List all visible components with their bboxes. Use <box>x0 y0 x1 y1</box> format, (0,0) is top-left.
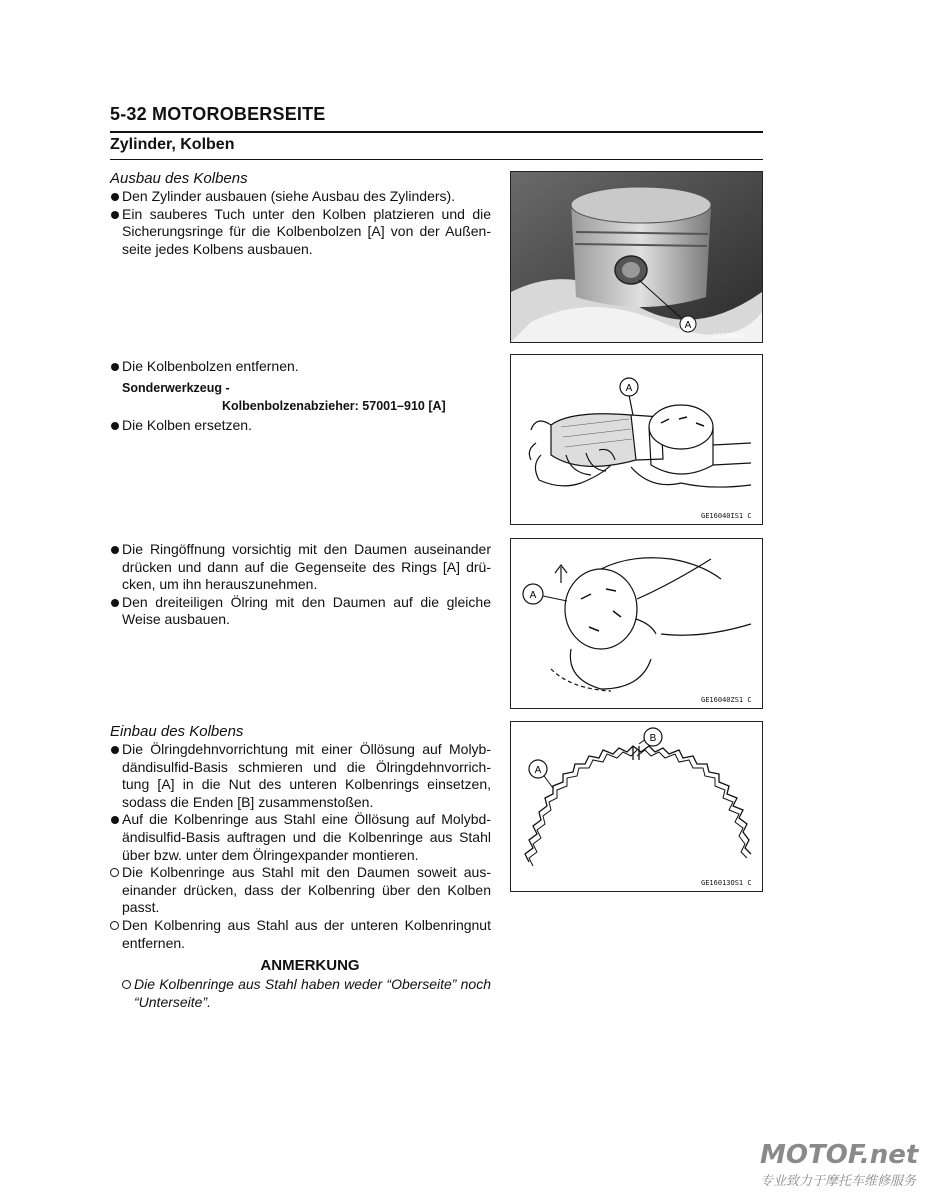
removal-step-1: Den Zylinder ausbauen (siehe Ausbau des Zylinders). <box>110 188 491 206</box>
removal-steps-4 <box>110 541 491 629</box>
installation-step-4: Den Kolbenring aus Stahl aus der unteren Kolbenringnut entfernen. <box>110 917 491 952</box>
removal-step-5: Die Ringöffnung vorsichtig mit den Daumen auseinander drücken und dann auf die Gegenseite des Rings [A] drü-cken, um ihn herauszunehmen. <box>110 541 491 594</box>
removal-step-4: Die Kolben ersetzen. <box>110 417 491 435</box>
removal-steps-1 <box>110 188 491 258</box>
removal-step-6: Den dreiteiligen Ölring mit den Daumen auf die gleiche Weise ausbauen. <box>110 594 491 629</box>
figure-piston-photo <box>510 171 763 343</box>
special-tool-label: Sonderwerkzeug - <box>122 381 230 395</box>
header-rule <box>110 131 763 133</box>
fig2-label-a: A <box>625 383 633 394</box>
removal-steps-3 <box>110 417 491 435</box>
removal-step-2: Ein sauberes Tuch unter den Kolben platzieren und die Sicherungsringe für die Kolbenbolzen [A] von der Außen-seite jedes Kolbens ausbauen. <box>110 206 491 259</box>
fig4-label-b: B <box>649 733 657 744</box>
figure-oil-ring-expander <box>510 721 763 892</box>
figure-ring-removal <box>510 538 763 709</box>
removal-steps-2 <box>110 358 491 376</box>
installation-step-1: Die Ölringdehnvorrichtung mit einer Öllösung auf Molyb-dändisulfid-Basis schmieren und die Ölringdehnvorrich-tung [A] in die Nut des unteren Kolbenrings einsetzen, sodass die Enden [B] zusammenstoßen. <box>110 741 491 811</box>
subheader-rule <box>110 159 763 160</box>
installation-heading: Einbau des Kolbens <box>110 723 244 740</box>
removal-heading: Ausbau des Kolbens <box>110 170 248 187</box>
subsection-title: Zylinder, Kolben <box>110 136 235 153</box>
installation-steps <box>110 741 491 952</box>
fig2-code: GE16040IS1 C <box>701 512 752 520</box>
note-block <box>122 976 491 1011</box>
fig1-code: GE16B05E <box>713 332 747 340</box>
fig3-label-a: A <box>529 590 537 601</box>
note-text: Die Kolbenringe aus Stahl haben weder “Oberseite” noch “Unterseite”. <box>122 976 491 1011</box>
installation-step-2: Auf die Kolbenringe aus Stahl eine Öllösung auf Molybd-ändisulfid-Basis auftragen und die Kolbenringe aus Stahl über bzw. unter dem Ölringexpander montieren. <box>110 811 491 864</box>
removal-step-3: Die Kolbenbolzen entfernen. <box>110 358 491 376</box>
fig1-label-a: A <box>684 320 692 331</box>
special-tool-value: Kolbenbolzenabzieher: 57001–910 [A] <box>222 399 446 413</box>
installation-step-3: Die Kolbenringe aus Stahl mit den Daumen soweit aus-einander drücken, dass der Kolbenring über den Kolben passt. <box>110 864 491 917</box>
figure-piston-pin-puller <box>510 354 763 525</box>
fig3-code: GE16040ZS1 C <box>701 696 752 704</box>
watermark-brand: MOTOF.net <box>760 1140 919 1170</box>
watermark-tagline: 专业致力于摩托车维修服务 <box>760 1174 917 1189</box>
fig4-label-a: A <box>534 765 542 776</box>
section-title: 5-32 MOTOROBERSEITE <box>110 104 326 124</box>
fig4-code: GE16013OS1 C <box>701 879 752 887</box>
note-heading: ANMERKUNG <box>260 957 360 974</box>
